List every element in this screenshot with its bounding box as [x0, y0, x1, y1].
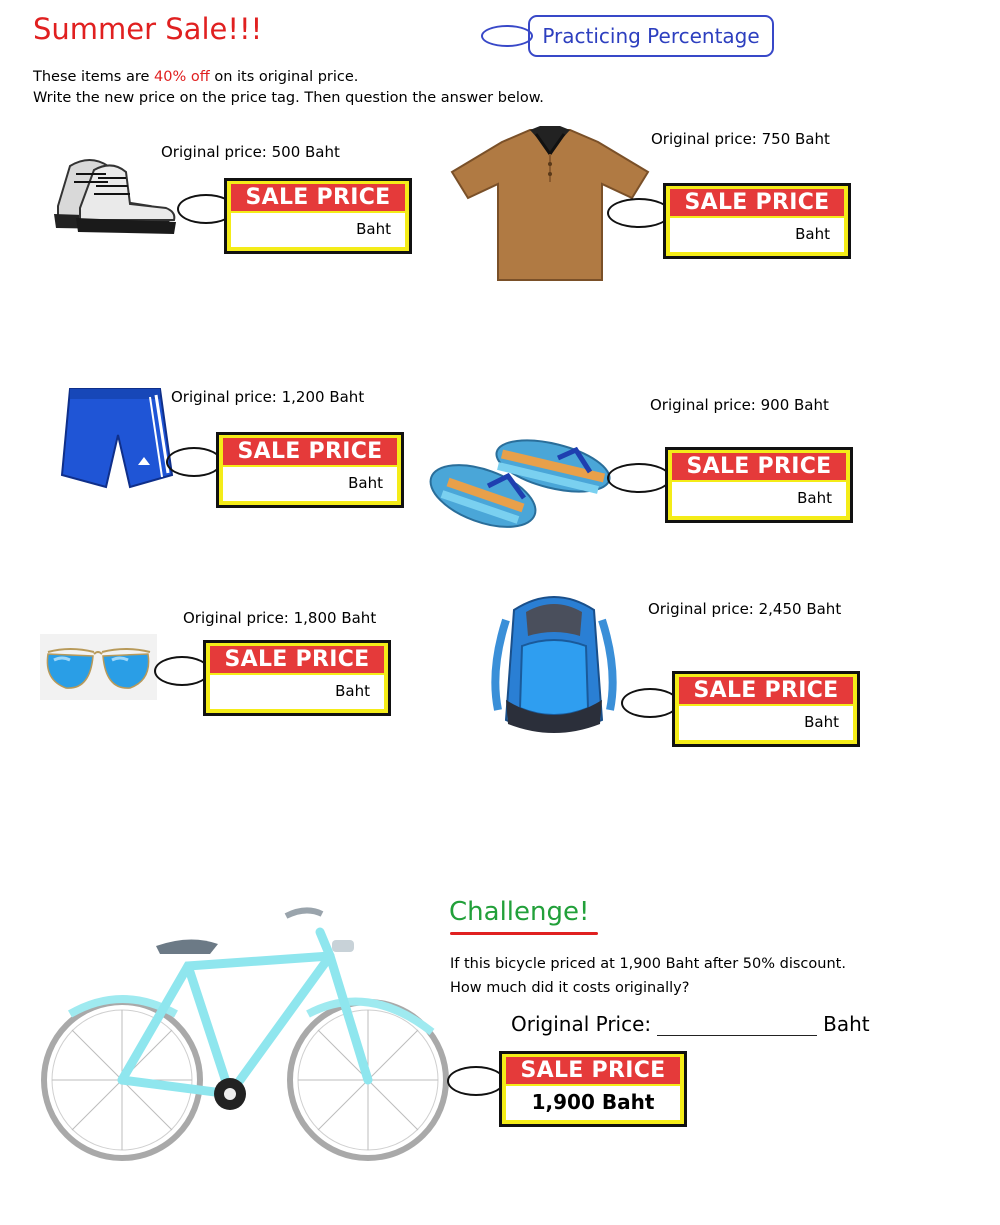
original-price-label: Original Price: — [511, 1012, 652, 1036]
sale-price-input-3[interactable] — [223, 467, 397, 501]
tag-string — [607, 463, 671, 493]
sunglasses-image — [40, 634, 157, 700]
sale-price-tag-3[interactable] — [216, 432, 404, 508]
challenge-line-1: If this bicycle priced at 1,900 Baht after 50% discount. — [450, 956, 846, 972]
tag-string — [447, 1066, 505, 1096]
sale-price-input-4[interactable] — [672, 482, 846, 516]
backpack-image — [484, 590, 624, 740]
tag-unit: Baht — [797, 489, 832, 507]
item-5-original-price: Original price: 1,800 Baht — [183, 609, 377, 627]
topic-badge: Practicing Percentage — [528, 15, 774, 57]
sale-price-tag-1[interactable] — [224, 178, 412, 254]
page-title: Summer Sale!!! — [33, 12, 263, 46]
tag-heading: SALE PRICE — [506, 1057, 680, 1084]
badge-ring-decoration — [481, 25, 533, 47]
instruction-prefix: These items are — [33, 69, 155, 85]
discount-highlight: 40% off — [154, 69, 210, 85]
instructions — [33, 67, 544, 109]
tag-heading: SALE PRICE — [670, 189, 844, 216]
tag-heading: SALE PRICE — [672, 453, 846, 480]
sale-price-input-2[interactable] — [670, 218, 844, 252]
tag-unit: Baht — [795, 225, 830, 243]
tag-unit: Baht — [348, 474, 383, 492]
tag-unit: Baht — [356, 220, 391, 238]
item-3-original-price: Original price: 1,200 Baht — [171, 388, 365, 406]
tag-string — [607, 198, 671, 228]
instruction-suffix: on its original price. — [209, 69, 359, 85]
tag-string — [621, 688, 679, 718]
challenge-title: Challenge! — [449, 897, 590, 927]
challenge-sale-price-value: 1,900 Baht — [506, 1086, 680, 1120]
sale-price-input-6[interactable] — [679, 706, 853, 740]
original-price-unit: Baht — [823, 1012, 870, 1036]
original-price-input[interactable] — [657, 1016, 817, 1036]
bicycle-image — [40, 902, 450, 1167]
tag-string — [166, 447, 222, 477]
sale-price-input-1[interactable] — [231, 213, 405, 247]
item-6-original-price: Original price: 2,450 Baht — [648, 600, 842, 618]
instruction-line-2: Write the new price on the price tag. Then question the answer below. — [33, 90, 544, 106]
item-4-original-price: Original price: 900 Baht — [650, 396, 829, 414]
sale-price-tag-6[interactable] — [672, 671, 860, 747]
tag-unit: Baht — [804, 713, 839, 731]
challenge-question — [450, 952, 846, 1000]
item-2-original-price: Original price: 750 Baht — [651, 130, 830, 148]
tag-unit: Baht — [335, 682, 370, 700]
sale-price-tag-5[interactable] — [203, 640, 391, 716]
sneakers-image — [50, 148, 180, 240]
sale-price-tag-2[interactable] — [663, 183, 851, 259]
tag-heading: SALE PRICE — [679, 677, 853, 704]
flip-flops-image — [428, 436, 613, 534]
sale-price-tag-4[interactable] — [665, 447, 853, 523]
tag-heading: SALE PRICE — [210, 646, 384, 673]
tag-string — [154, 656, 210, 686]
instruction-line-1 — [33, 67, 544, 88]
tag-heading: SALE PRICE — [231, 184, 405, 211]
challenge-line-2: How much did it costs originally? — [450, 980, 690, 996]
tag-heading: SALE PRICE — [223, 438, 397, 465]
original-price-row — [511, 1012, 870, 1036]
sale-price-input-5[interactable] — [210, 675, 384, 709]
challenge-sale-price-tag — [499, 1051, 687, 1127]
item-1-original-price: Original price: 500 Baht — [161, 143, 340, 161]
challenge-underline — [450, 932, 598, 935]
shorts-image — [60, 385, 175, 490]
